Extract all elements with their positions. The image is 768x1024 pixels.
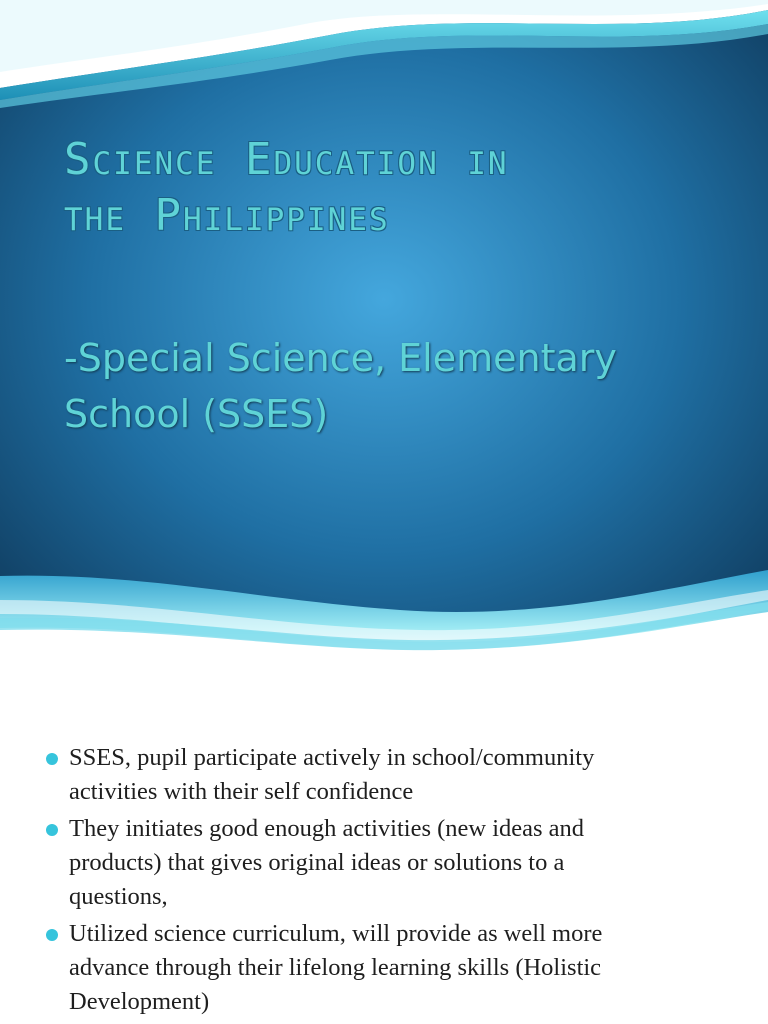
bullet-list: [46, 741, 736, 1022]
bullet-item-2: [46, 812, 736, 914]
bullet-line: activities with their self confidence: [69, 778, 414, 805]
title-line-2: the Philippines: [64, 190, 390, 241]
slide-subtitle: [64, 330, 754, 442]
bullet-dot-icon: [46, 824, 58, 836]
bullet-dot-icon: [46, 929, 58, 941]
bullet-line: products) that gives original ideas or solutions to a: [69, 849, 565, 876]
subtitle-line-1: -Special Science, Elementary: [64, 336, 617, 380]
bullet-line: They initiates good enough activities (new ideas and: [69, 815, 585, 842]
bullet-line: Utilized science curriculum, will provide as well more: [69, 920, 603, 947]
bullet-line: SSES, pupil participate actively in school/community: [69, 744, 595, 771]
bullet-line: questions,: [69, 883, 168, 910]
bullet-line: advance through their lifelong learning skills (Holistic: [69, 954, 602, 981]
subtitle-line-2: School (SSES): [64, 392, 329, 436]
bullet-dot-icon: [46, 753, 58, 765]
bullet-item-3: [46, 917, 736, 1019]
title-line-1: Science Education in: [64, 134, 509, 185]
bullet-item-1: [46, 741, 736, 809]
bullet-line: Development): [69, 988, 210, 1015]
slide-title: [64, 132, 744, 244]
